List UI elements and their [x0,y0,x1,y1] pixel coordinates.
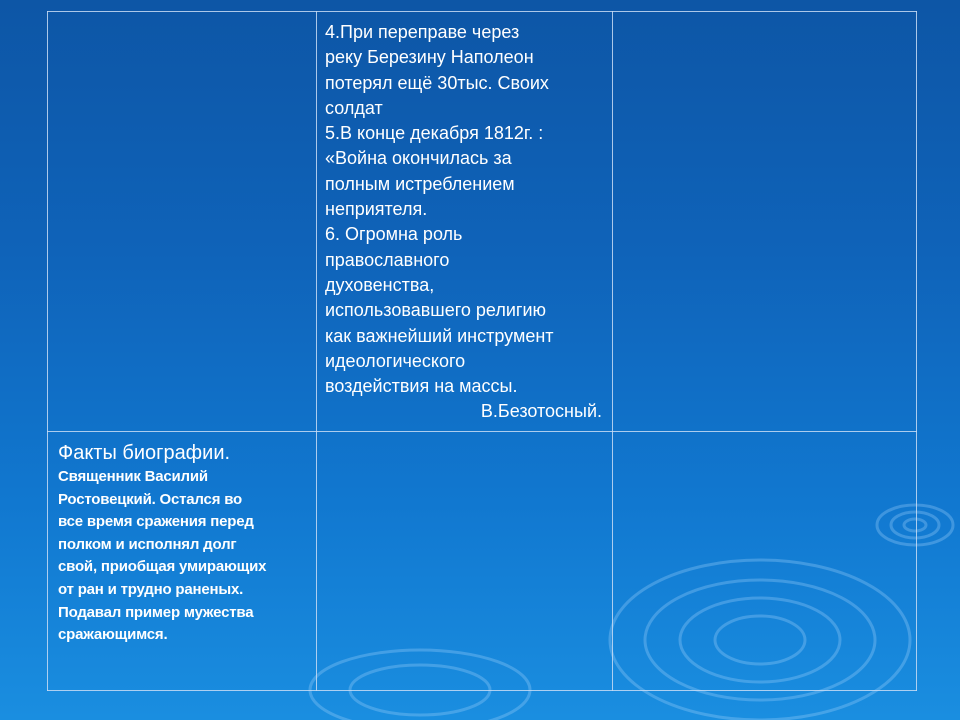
biography-title: Факты биографии. [58,442,231,464]
text-line: реку Березину Наполеон [325,47,534,68]
text-line: духовенства, [325,274,435,295]
text-line: неприятеля. [325,199,428,220]
text-line: 6. Огромна роль [325,224,463,245]
text-line: все время сражения перед [58,513,254,531]
effects-cell [317,12,613,432]
content-table [47,11,917,691]
empty-cell [613,12,917,432]
text-line: полным истреблением [325,173,515,194]
effects-text [317,12,612,425]
text-line: «Война окончилась за [325,148,512,169]
text-line: 5.В конце декабря 1812г. : [325,123,544,144]
empty-cell [317,432,613,691]
text-line: православного [325,249,450,270]
text-line: солдат [325,97,383,118]
text-line: Священник Василий [58,468,208,485]
text-line: сражающимся. [58,626,168,644]
empty-cell [48,12,317,432]
quote-author: В.Безотосный. [480,401,602,422]
text-line: полком и исполнял долг [58,535,237,553]
text-line: воздействия на массы. [325,376,518,397]
text-line: Ростовецкий. Остался во [58,490,242,508]
text-line: 4.При переправе через [325,22,520,42]
text-line: потерял ещё 30тыс. Своих [325,72,549,93]
text-line: использовавшего религию [325,300,547,321]
biography-text [48,432,316,647]
biography-cell [48,432,317,691]
empty-cell [613,432,917,691]
text-line: от ран и трудно раненых. [58,580,244,598]
table-row [48,12,917,432]
text-line: как важнейший инструмент [325,325,554,346]
table-row [48,432,917,691]
text-line: Подавал пример мужества [58,603,254,621]
text-line: идеологического [325,350,466,371]
text-line: свой, приобщая умирающих [58,558,267,576]
